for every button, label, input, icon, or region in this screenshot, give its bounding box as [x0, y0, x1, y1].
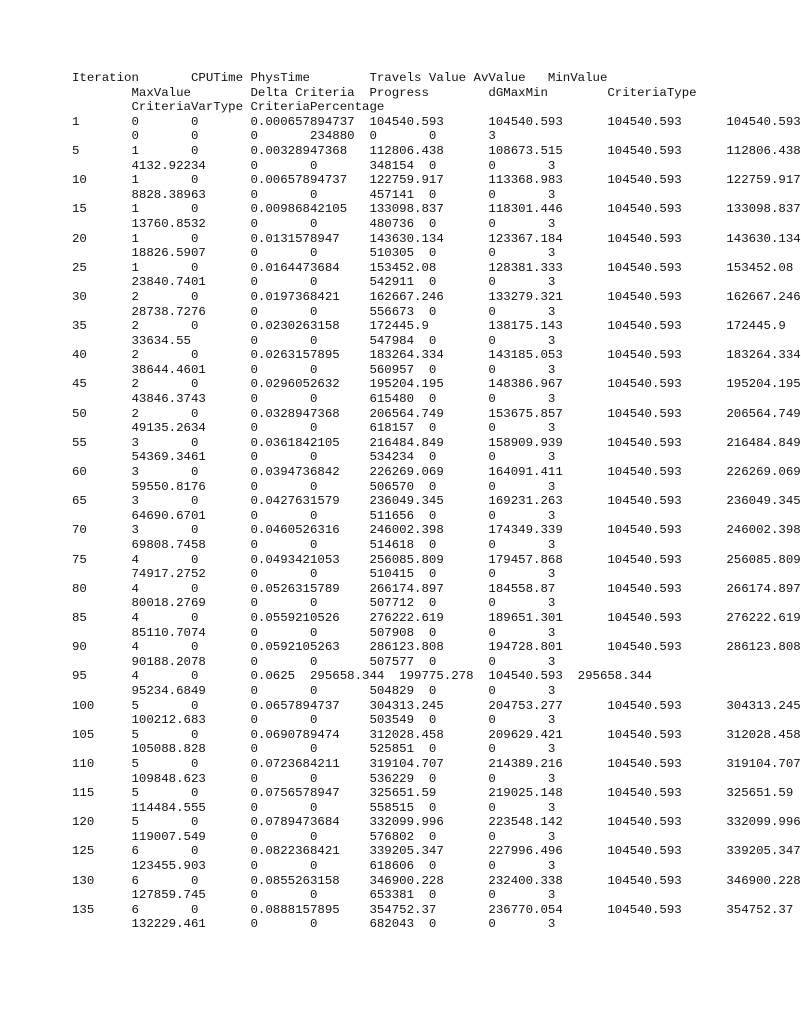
data-line: 25 1 0 0.0164473684 153452.08 128381.333 104540.593 153452.08: [72, 260, 794, 275]
data-line: 35 2 0 0.0230263158 172445.9 138175.143 104540.593 172445.9: [72, 319, 786, 334]
data-line: 10 1 0 0.00657894737 122759.917 113368.983 104540.593 122759.917: [72, 173, 801, 188]
data-line: 127859.745 0 0 653381 0 0 3: [72, 888, 556, 903]
data-line: 105088.828 0 0 525851 0 0 3: [72, 742, 556, 757]
data-line: 90188.2078 0 0 507577 0 0 3: [72, 654, 556, 669]
data-line: 15 1 0 0.00986842105 133098.837 118301.446 104540.593 133098.837: [72, 202, 801, 217]
data-line: 1 0 0 0.000657894737 104540.593 104540.593 104540.593 104540.593: [72, 114, 801, 129]
header-line: MaxValue Delta Criteria Progress dGMaxMin CriteriaType: [72, 85, 697, 100]
data-line: 105 5 0 0.0690789474 312028.458 209629.421 104540.593 312028.458: [72, 727, 801, 742]
data-line: 75 4 0 0.0493421053 256085.809 179457.868 104540.593 256085.809: [72, 552, 801, 567]
data-line: 65 3 0 0.0427631579 236049.345 169231.263 104540.593 236049.345: [72, 494, 801, 509]
log-document: [72, 71, 801, 932]
data-line: 20 1 0 0.0131578947 143630.134 123367.184 104540.593 143630.134: [72, 231, 801, 246]
data-line: 45 2 0 0.0296052632 195204.195 148386.967 104540.593 195204.195: [72, 377, 801, 392]
data-line: 100 5 0 0.0657894737 304313.245 204753.277 104540.593 304313.245: [72, 698, 801, 713]
data-line: 69808.7458 0 0 514618 0 0 3: [72, 538, 556, 552]
data-line: 132229.461 0 0 682043 0 0 3: [72, 917, 556, 932]
data-line: 0 0 0 234880 0 0 3: [72, 129, 496, 144]
data-line: 110 5 0 0.0723684211 319104.707 214389.216 104540.593 319104.707: [72, 756, 801, 771]
header-line: Iteration CPUTime PhysTime Travels Value AvValue MinValue: [72, 71, 608, 85]
data-line: 4132.92234 0 0 348154 0 0 3: [72, 158, 556, 173]
data-line: 38644.4601 0 0 560957 0 0 3: [72, 362, 556, 377]
data-line: 70 3 0 0.0460526316 246002.398 174349.339 104540.593 246002.398: [72, 523, 801, 538]
data-line: 18826.5907 0 0 510305 0 0 3: [72, 246, 556, 261]
data-line: 120 5 0 0.0789473684 332099.996 223548.142 104540.593 332099.996: [72, 815, 801, 830]
data-line: 28738.7276 0 0 556673 0 0 3: [72, 304, 556, 319]
data-line: 135 6 0 0.0888157895 354752.37 236770.054 104540.593 354752.37: [72, 902, 794, 917]
data-line: 74917.2752 0 0 510415 0 0 3: [72, 567, 556, 582]
data-line: 100212.683 0 0 503549 0 0 3: [72, 713, 556, 728]
data-line: 64690.6701 0 0 511656 0 0 3: [72, 508, 556, 523]
data-line: 114484.555 0 0 558515 0 0 3: [72, 800, 556, 815]
data-line: 55 3 0 0.0361842105 216484.849 158909.939 104540.593 216484.849: [72, 435, 801, 450]
data-line: 54369.3461 0 0 534234 0 0 3: [72, 450, 556, 465]
data-line: 23840.7401 0 0 542911 0 0 3: [72, 275, 556, 290]
data-line: 119007.549 0 0 576802 0 0 3: [72, 829, 556, 844]
data-line: 30 2 0 0.0197368421 162667.246 133279.321 104540.593 162667.246: [72, 289, 801, 304]
data-line: 85110.7074 0 0 507908 0 0 3: [72, 625, 556, 640]
data-line: 60 3 0 0.0394736842 226269.069 164091.411 104540.593 226269.069: [72, 465, 801, 480]
header-line: CriteriaVarType CriteriaPercentage: [72, 100, 385, 115]
data-line: 90 4 0 0.0592105263 286123.808 194728.801 104540.593 286123.808: [72, 640, 801, 655]
data-line: 115 5 0 0.0756578947 325651.59 219025.148 104540.593 325651.59: [72, 786, 794, 801]
data-line: 80018.2769 0 0 507712 0 0 3: [72, 596, 556, 611]
data-line: 125 6 0 0.0822368421 339205.347 227996.496 104540.593 339205.347: [72, 844, 801, 859]
data-line: 50 2 0 0.0328947368 206564.749 153675.857 104540.593 206564.749: [72, 406, 801, 421]
data-line: 85 4 0 0.0559210526 276222.619 189651.301 104540.593 276222.619: [72, 610, 801, 625]
data-line: 59550.8176 0 0 506570 0 0 3: [72, 479, 556, 494]
data-line: 109848.623 0 0 536229 0 0 3: [72, 771, 556, 786]
data-line: 8828.38963 0 0 457141 0 0 3: [72, 187, 556, 202]
data-line: 33634.55 0 0 547984 0 0 3: [72, 333, 556, 348]
data-line: 43846.3743 0 0 615480 0 0 3: [72, 392, 556, 407]
data-line: 130 6 0 0.0855263158 346900.228 232400.338 104540.593 346900.228: [72, 873, 801, 888]
data-line: 123455.903 0 0 618606 0 0 3: [72, 859, 556, 874]
data-line: 5 1 0 0.00328947368 112806.438 108673.515 104540.593 112806.438: [72, 143, 801, 158]
data-line: 40 2 0 0.0263157895 183264.334 143185.053 104540.593 183264.334: [72, 348, 801, 363]
data-line: 80 4 0 0.0526315789 266174.897 184558.87 104540.593 266174.897: [72, 581, 801, 596]
data-line: 13760.8532 0 0 480736 0 0 3: [72, 216, 556, 231]
data-line: 95234.6849 0 0 504829 0 0 3: [72, 683, 556, 698]
data-line: 49135.2634 0 0 618157 0 0 3: [72, 421, 556, 436]
data-line: 95 4 0 0.0625 295658.344 199775.278 104540.593 295658.344: [72, 669, 652, 684]
